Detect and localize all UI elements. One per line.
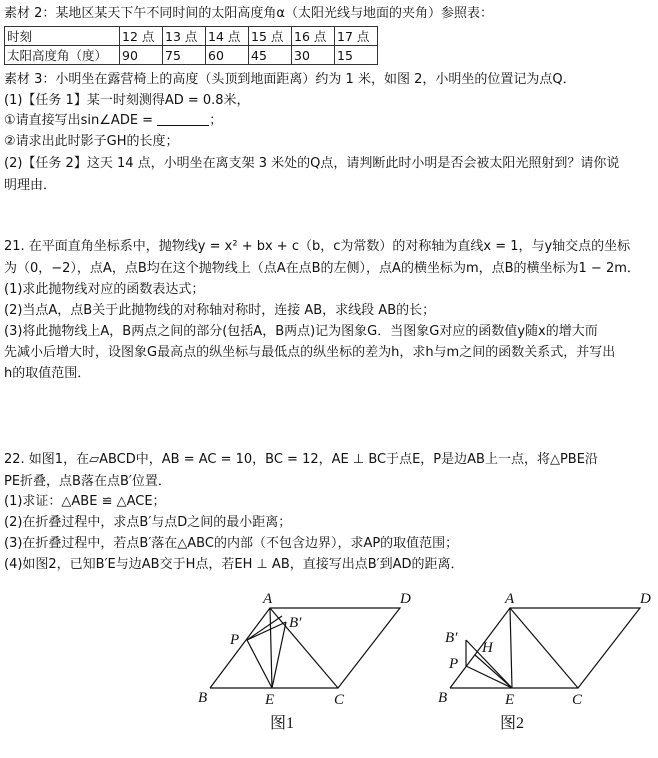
table-cell: 太阳高度角（度） xyxy=(5,46,120,65)
label-a: A xyxy=(263,591,273,607)
q21-part3-line2: 先减小后增大时，设图象G最高点的纵坐标与最低点的纵坐标的差为h，求h与m之间的函数关系式，并写出 xyxy=(4,345,616,360)
label-d: D xyxy=(400,591,411,607)
segment-ae xyxy=(270,608,272,688)
task2-line2: 明理由． xyxy=(4,178,57,193)
label-e: E xyxy=(265,692,275,708)
segment-pe xyxy=(466,666,512,688)
material2-text: 素材 2：某地区某天下午不同时间的太阳高度角α（太阳光线与地面的夹角）参照表： xyxy=(4,6,493,21)
parallelogram-abcd xyxy=(450,608,640,688)
label-h: H xyxy=(482,640,493,656)
figure-2-caption: 图2 xyxy=(500,715,525,732)
segment-pe xyxy=(247,640,272,688)
table-cell: 时刻 xyxy=(5,27,120,46)
task1-line3: ②请求出此时影子GH的长度； xyxy=(4,134,179,149)
q21-part3-line1: (3)将此抛物线上A，B两点之间的部分(包括A，B两点)记为图象G．当图象G对应的函数值y随x的增大而 xyxy=(4,324,598,339)
label-c: C xyxy=(334,692,345,708)
segment-eh xyxy=(475,655,512,688)
table-cell: 30 xyxy=(292,46,335,65)
q21-part2: (2)当点A，点B关于此抛物线的对称轴对称时，连接 AB，求线段 AB的长； xyxy=(4,303,436,318)
task1-line1: (1)【任务 1】某一时刻测得AD = 0.8米， xyxy=(4,93,250,108)
q22-part1: (1)求证：△ABE ≌ △ACE； xyxy=(4,494,166,509)
parallelogram-abcd xyxy=(210,608,400,688)
figure-1 xyxy=(210,608,400,688)
table-cell: 90 xyxy=(120,46,163,65)
material3-text: 素材 3：小明坐在露营椅上的高度（头顶到地面距离）约为 1 米，如图 2，小明坐的位置记为点Q． xyxy=(4,72,576,87)
q22-part2: (2)在折叠过程中，求点B′与点D之间的最小距离； xyxy=(4,515,292,530)
table-cell: 45 xyxy=(249,46,292,65)
label-b: B xyxy=(198,690,208,706)
segment-ae xyxy=(510,608,512,688)
label-bprime: B′ xyxy=(289,615,302,631)
label-e: E xyxy=(505,692,515,708)
figure-2 xyxy=(450,608,640,688)
figure-1-caption: 图1 xyxy=(270,715,295,732)
q21-part3-line3: h的取值范围． xyxy=(4,366,91,381)
label-d: D xyxy=(640,591,651,607)
table-row xyxy=(5,27,378,46)
table-cell: 16 点 xyxy=(292,27,335,46)
segment-p-a-fold xyxy=(247,616,282,640)
segment-ac xyxy=(510,608,578,688)
table-cell: 17 点 xyxy=(335,27,378,46)
label-bprime: B′ xyxy=(445,630,458,646)
label-a: A xyxy=(505,591,515,607)
task1-line2 xyxy=(4,113,222,129)
table-cell: 15 点 xyxy=(249,27,292,46)
geometry-figures xyxy=(0,580,658,758)
task1-line2-end: ； xyxy=(209,113,223,128)
label-p: P xyxy=(230,632,240,648)
label-c: C xyxy=(572,692,583,708)
table-cell: 14 点 xyxy=(206,27,249,46)
q22-part4: (4)如图2，已知B′E与边AB交于H点，若EH ⊥ AB，直接写出点B′到AD的距离． xyxy=(4,557,464,572)
label-p: P xyxy=(449,656,459,672)
table-cell: 15 xyxy=(335,46,378,65)
q22-line2: PE折叠，点B落在点B′位置． xyxy=(4,474,171,489)
task2-line1: (2)【任务 2】这天 14 点，小明坐在离支架 3 米处的Q点，请判断此时小明是否会被太阳光照射到？请你说 xyxy=(4,156,620,171)
label-b: B xyxy=(438,690,448,706)
table-cell: 75 xyxy=(163,46,206,65)
q21-line1: 21. 在平面直角坐标系中，抛物线y = x² + bx + c（b，c为常数）的对称轴为直线x = 1，与y轴交点的坐标 xyxy=(4,239,631,254)
q21-part1: (1)求此抛物线对应的函数表达式； xyxy=(4,282,205,297)
sun-angle-table xyxy=(4,26,378,65)
q21-line2: 为（0，−2），点A，点B均在这个抛物线上（点A在点B的左侧），点A的横坐标为m，点B的横坐标为1 − 2m． xyxy=(4,261,640,276)
segment-ebprime xyxy=(272,622,286,688)
q22-part3: (3)在折叠过程中，若点B′落在△ABC的内部（不包含边界），求AP的取值范围； xyxy=(4,536,459,551)
table-cell: 60 xyxy=(206,46,249,65)
task1-line2-text: ①请直接写出sin∠ADE = xyxy=(4,113,158,128)
table-row xyxy=(5,46,378,65)
answer-blank xyxy=(157,113,209,126)
table-cell: 12 点 xyxy=(120,27,163,46)
table-cell: 13 点 xyxy=(163,27,206,46)
q22-line1: 22. 如图1，在▱ABCD中，AB = AC = 10，BC = 12，AE ⊥ BC于点E，P是边AB上一点，将△PBE沿 xyxy=(4,452,598,467)
